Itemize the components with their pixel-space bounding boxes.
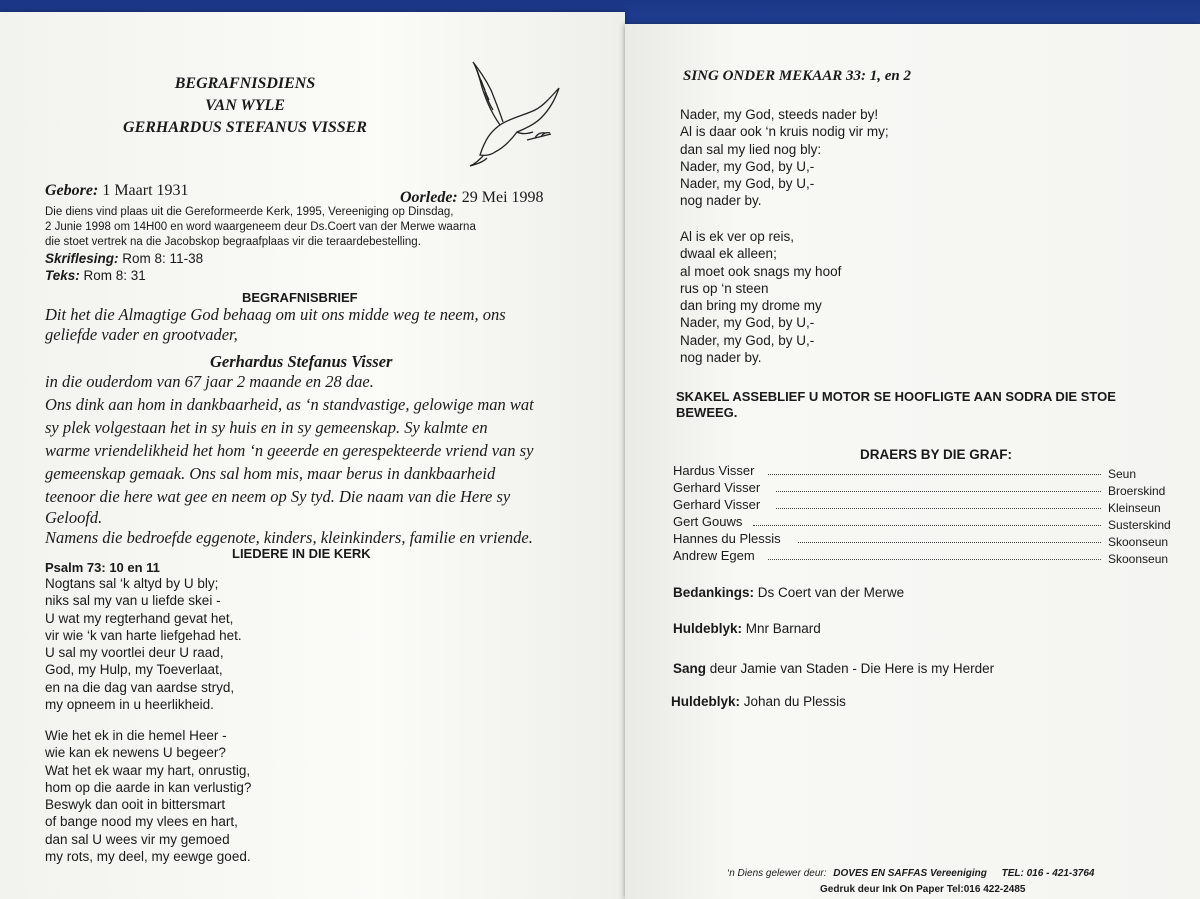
deceased-name: Gerhardus Stefanus Visser <box>210 352 393 371</box>
song-heading: SING ONDER MEKAAR 33: 1, en 2 <box>683 68 911 84</box>
leader-dots <box>798 531 1101 543</box>
text-value: Rom 8: 31 <box>83 268 146 283</box>
leader-dots <box>768 548 1101 560</box>
letter-body-6: teenoor die here wat gee en neem op Sy tyd. Die naam van die Here sy <box>45 487 511 506</box>
bearer-name: Gert Gouws <box>673 514 743 529</box>
letter-body-5: gemeenskap gemaak. Ons sal hom mis, maar berus in dankbaarheid <box>45 464 496 483</box>
psalm-verse1-line: niks sal my van u liefde skei - <box>45 593 221 609</box>
bearer-row <box>673 480 1183 496</box>
bearer-row <box>673 463 1183 479</box>
bearer-name: Gerhard Visser <box>673 480 761 495</box>
died-date: 29 Mei 1998 <box>461 189 544 206</box>
born-date: 1 Maart 1931 <box>102 182 189 199</box>
service-line-1: Die diens vind plaas uit die Gereformeerde Kerk, 1995, Vereeniging op Dinsdag, <box>45 206 454 218</box>
bearer-name: Gerhard Visser <box>673 497 761 512</box>
song-verse2-line: Nader, my God, by U,- <box>680 332 815 348</box>
bearer-relation: Susterskind <box>1108 518 1171 532</box>
bearer-relation: Broerskind <box>1108 484 1166 498</box>
sang-value: deur Jamie van Staden - Die Here is my Herder <box>709 661 995 676</box>
died-label: Oorlede: <box>400 189 458 206</box>
footer-prefix: ‘n Diens gelewer deur: <box>727 868 827 879</box>
psalm-verse2-line: Wie het ek in die hemel Heer - <box>45 728 227 743</box>
leader-dots <box>776 480 1101 492</box>
psalm-verse1-line: vir wie ‘k van harte liefgehad het. <box>45 627 242 643</box>
letter-body-3: sy plek volgestaan het in sy huis en in sy gemeenskap. Sy kalmte en <box>45 418 488 437</box>
title-line-1: BEGRAFNISDIENS <box>174 75 316 92</box>
psalm-verse1-line: U wat my regterhand gevat het, <box>45 610 234 626</box>
notice-line-1: SKAKEL ASSEBLIEF U MOTOR SE HOOFLIGTE AAN SODRA DIE STOE <box>676 389 1116 404</box>
bearer-row <box>673 531 1183 547</box>
footer-tel: TEL: 016 - 421-3764 <box>1001 868 1095 879</box>
thanks-value: Ds Coert van der Merwe <box>757 585 905 600</box>
psalm-verse1-line: God, my Hulp, my Toeverlaat, <box>45 662 223 678</box>
title-line-3: GERHARDUS STEFANUS VISSER <box>123 119 367 136</box>
song-verse2-line: dan bring my drome my <box>680 298 822 314</box>
letter-body-7: Geloofd. <box>45 508 103 527</box>
psalm-verse1-line: en na die dag van aardse stryd, <box>45 679 235 695</box>
bearer-row <box>673 514 1183 530</box>
song-verse1-line: Al is daar ook ‘n kruis nodig vir my; <box>680 124 889 140</box>
born-label: Gebore: <box>45 182 99 199</box>
song-verse2-line: Al is ek ver op reis, <box>680 229 795 244</box>
bearer-relation: Skoonseun <box>1108 552 1169 566</box>
reading-label: Skriflesing: <box>45 251 119 266</box>
psalm-verse2-line: hom op die aarde in kan verlustig? <box>45 779 252 795</box>
reading-value: Rom 8: 11-38 <box>122 251 204 266</box>
song-verse2-line: rus op ‘n steen <box>680 280 769 296</box>
bearer-name: Hardus Visser <box>673 463 755 478</box>
sang-label: Sang <box>673 661 707 676</box>
title-line-2: VAN WYLE <box>205 97 285 114</box>
leader-dots <box>753 514 1101 526</box>
footer-company: DOVES EN SAFFAS Vereeniging <box>833 868 987 879</box>
tribute-label: Huldeblyk: <box>671 694 741 709</box>
letter-body-4: warme vriendelikheid het hom ‘n geeerde en gerespekteerde vriend van sy <box>45 441 534 460</box>
song-verse2-line: Nader, my God, by U,- <box>680 315 815 331</box>
bearer-row <box>673 548 1183 564</box>
psalm-verse2-line: dan sal U wees vir my gemoed <box>45 831 230 847</box>
bearer-name: Andrew Egem <box>673 548 755 563</box>
psalm-verse1-line: my opneem in u heerlikheid. <box>45 697 214 713</box>
song-verse2-line: nog nader by. <box>680 350 762 366</box>
letter-line-2: geliefde vader en grootvader, <box>45 325 238 344</box>
song-verse1-line: nog nader by. <box>680 193 762 209</box>
tribute-value: Mnr Barnard <box>745 621 821 636</box>
tribute-label: Huldeblyk: <box>673 621 743 636</box>
song-verse2-line: al moet ook snags my hoof <box>680 263 842 279</box>
letter-body-8: Namens die bedroefde eggenote, kinders, kleinkinders, familie en vriende. <box>45 528 533 547</box>
letter-body-2: Ons dink aan hom in dankbaarheid, as ‘n standvastige, gelowige man wat <box>45 395 534 414</box>
leader-dots <box>768 463 1101 475</box>
song-verse1-line: Nader, my God, by U,- <box>680 176 815 192</box>
bearer-row <box>673 497 1183 513</box>
service-line-3: die stoet vertrek na die Jacobskop begraafplaas vir die teraardebestelling. <box>45 236 421 248</box>
bearer-relation: Skoonseun <box>1108 535 1169 549</box>
psalm-verse1-line: Nogtans sal ‘k altyd by U bly; <box>45 576 219 591</box>
tribute-value: Johan du Plessis <box>743 694 846 709</box>
psalm-verse2-line: my rots, my deel, my eewge goed. <box>45 849 251 865</box>
psalm-verse2-line: Beswyk dan ooit in bittersmart <box>45 797 226 813</box>
footer-printer: Gedruk deur Ink On Paper Tel:016 422-2485 <box>820 884 1026 895</box>
song-verse2-line: dwaal ek alleen; <box>680 246 777 262</box>
notice-line-2: BEWEEG. <box>676 405 738 420</box>
bearer-relation: Seun <box>1108 467 1137 481</box>
bearer-name: Hannes du Plessis <box>673 531 781 546</box>
dove-icon <box>455 60 570 170</box>
songs-heading: LIEDERE IN DIE KERK <box>232 546 371 561</box>
psalm-verse2-line: wie kan ek newens U begeer? <box>45 745 226 761</box>
song-verse1-line: Nader, my God, steeds nader by! <box>680 107 879 122</box>
song-verse1-line: dan sal my lied nog bly: <box>680 141 822 157</box>
letter-line-1: Dit het die Almagtige God behaag om uit ons midde weg te neem, ons <box>45 305 506 324</box>
bearer-relation: Kleinseun <box>1108 501 1161 515</box>
text-label: Teks: <box>45 268 80 283</box>
bearers-heading: DRAERS BY DIE GRAF: <box>860 447 1013 462</box>
thanks-label: Bedankings: <box>673 585 755 600</box>
letter-body-1: in die ouderdom van 67 jaar 2 maande en 28 dae. <box>45 372 374 391</box>
psalm-verse1-line: U sal my voortlei deur U raad, <box>45 645 224 661</box>
psalm-heading: Psalm 73: 10 en 11 <box>45 560 160 575</box>
song-verse1-line: Nader, my God, by U,- <box>680 158 815 174</box>
letter-heading: BEGRAFNISBRIEF <box>242 290 358 305</box>
leader-dots <box>776 497 1101 509</box>
service-line-2: 2 Junie 1998 om 14H00 en word waargeneem deur Ds.Coert van der Merwe waarna <box>45 221 476 233</box>
psalm-verse2-line: Wat het ek waar my hart, onrustig, <box>45 762 251 778</box>
psalm-verse2-line: of bange nood my vlees en hart, <box>45 814 238 830</box>
